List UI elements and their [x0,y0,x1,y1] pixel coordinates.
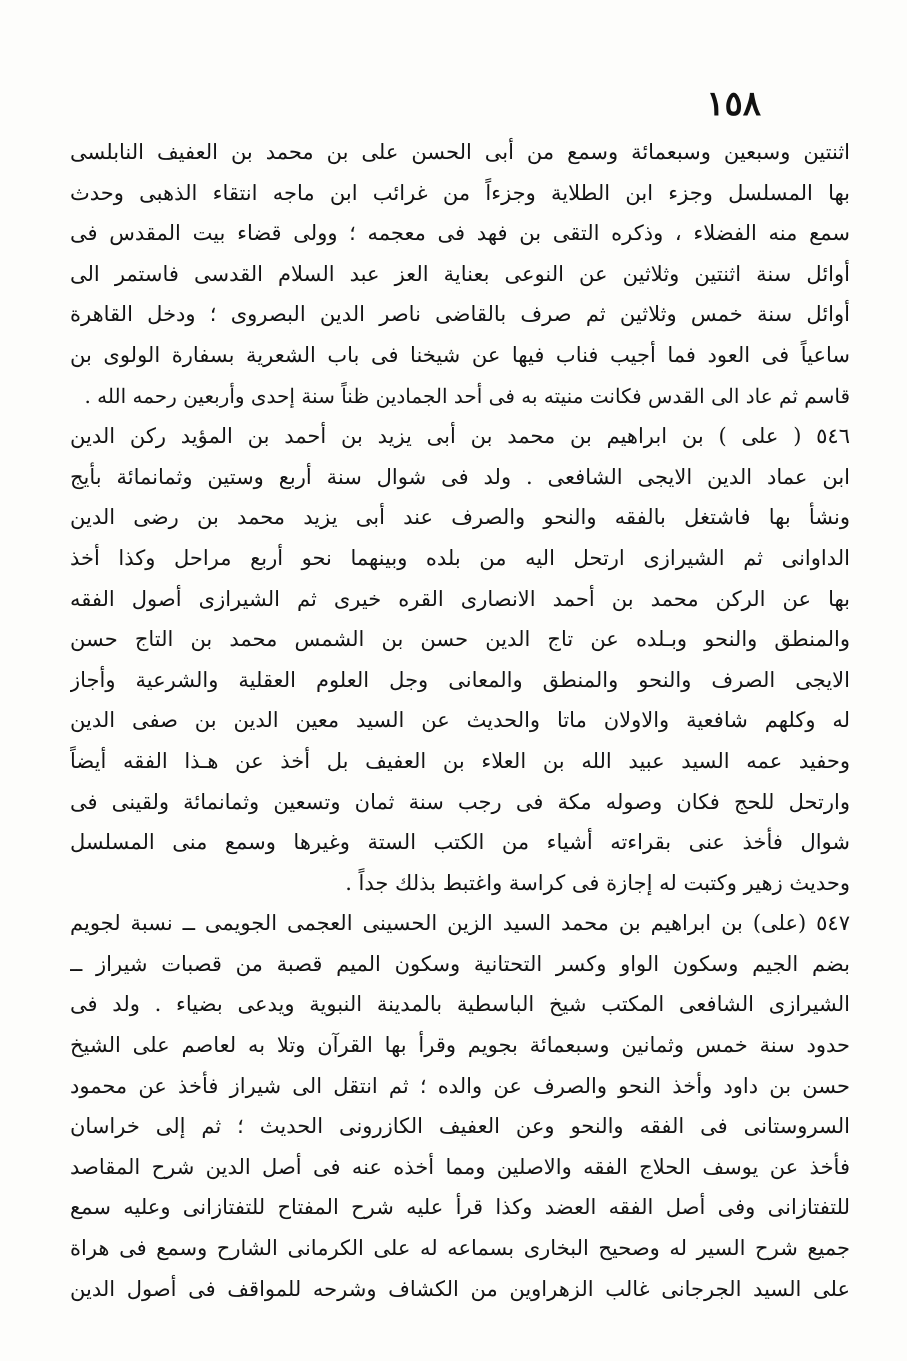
text-line: بها المسلسل وجزء ابن الطلاية وجزءاً من غرائب ابن ماجه انتقاء الذهبى وحدث [70,180,850,205]
text-line: السروستانى فى الفقه والنحو وعن العفيف الكازرونى الحديث ؛ ثم إلى خراسان [70,1114,850,1139]
text-line: اثنتين وسبعين وسبعمائة وسمع من أبى الحسن على بن محمد بن العفيف النابلسى [70,140,850,164]
text-body [70,132,850,1309]
text-line: جميع شرح السير له وصحيح البخارى بسماعه له على الكرمانى الشارح وسمع فى هراة [70,1236,850,1261]
text-line: الداوانى ثم الشيرازى ارتحل اليه من بلده وبينهما نحو أربع مراحل وكذا أخذ [70,545,850,570]
text-line: أوائل سنة اثنتين وثلاثين عن النوعى بعناية العز عبد السلام القدسى فاستمر الى [70,261,850,286]
text-line: ابن عماد الدين الايجى الشافعى . ولد فى شوال سنة أربع وستين وثمانمائة بأيج [70,464,850,489]
text-line: بضم الجيم وسكون الواو وكسر التحتانية وسكون الميم قصبة من قصبات شيراز ــ [70,951,850,976]
text-line: ساعياً فى العود فما أجيب فناب فيها عن شيخنا فى باب الشعرية بسفارة الولوى بن [70,342,850,367]
text-line: والمنطق والنحو وبـلده عن تاج الدين حسن بن الشمس محمد بن التاج حسن [70,627,850,652]
page-number: ١٥٨ [706,84,761,124]
text-line: شوال فأخذ عنى بقراءته أشياء من الكتب الستة وغيرها وسمع منى المسلسل [70,830,850,855]
text-line: سمع منه الفضلاء ، وذكره التقى بن فهد فى معجمه ؛ وولى قضاء بيت المقدس فى [70,221,850,246]
text-line: أوائل سنة خمس وثلاثين ثم صرف بالقاضى ناصر الدين البصروى ؛ ودخل القاهرة [70,302,850,327]
text-line: وحفيد عمه السيد عبيد الله بن العلاء بن العفيف بل أخذ عن هـذا الفقه أيضاً [70,748,850,773]
text-line: له وكلهم شافعية والاولان ماتا والحديث عن السيد معين الدين بن صفى الدين [70,708,850,733]
text-line: للتفتازانى وفى أصل الفقه العضد وكذا قرأ عليه شرح المفتاح للتفتازانى وعليه سمع [70,1195,850,1220]
text-line: حسن بن داود وأخذ النحو والصرف عن والده ؛ ثم انتقل الى شيراز فأخذ عن محمود [70,1073,850,1098]
text-line: وحديث زهير وكتبت له إجازة فى كراسة واغتبط بذلك جداً . [345,870,850,895]
entry-546-heading: ٥٤٦ ( على ) بن ابراهيم بن محمد بن أبى يزيد بن أحمد بن المؤيد ركن الدين [70,424,850,449]
text-line: حدود سنة خمس وثمانين وسبعمائة بجويم وقرأ بها القرآن وتلا به لعاصم على الشيخ [70,1033,850,1058]
text-line: الشيرازى الشافعى المكتب شيخ الباسطية بالمدينة النبوية ويدعى بضياء . ولد فى [70,992,850,1017]
text-line: بها عن الركن محمد بن أحمد الانصارى القره خيرى ثم الشيرازى أصول الفقه [70,586,850,611]
text-line: قاسم ثم عاد الى القدس فكانت منيته به فى أحد الجمادين ظناً سنة إحدى وأربعين رحمه الله . [84,383,850,408]
entry-547-heading: ٥٤٧ (على) بن ابراهيم بن محمد السيد الزين الحسينى العجمى الجويمى ــ نسبة لجويم [70,911,850,936]
text-line: الايجى الصرف والنحو والمنطق والمعانى وجل العلوم العقلية والشرعية وأجاز [70,667,850,692]
text-line: وارتحل للحج فكان وصوله مكة فى رجب سنة ثمان وتسعين وثمانمائة ولقينى فى [70,789,850,814]
text-line: فأخذ عن يوسف الحلاج الفقه والاصلين ومما أخذه عنه فى أصل الدين شرح المقاصد [70,1154,850,1179]
text-line: ونشأ بها فاشتغل بالفقه والنحو والصرف عند أبى يزيد محمد بن رضى الدين [70,505,850,530]
text-line: على السيد الجرجانى غالب الزهراوين من الكشاف وشرحه للمواقف فى أصول الدين [70,1276,850,1301]
